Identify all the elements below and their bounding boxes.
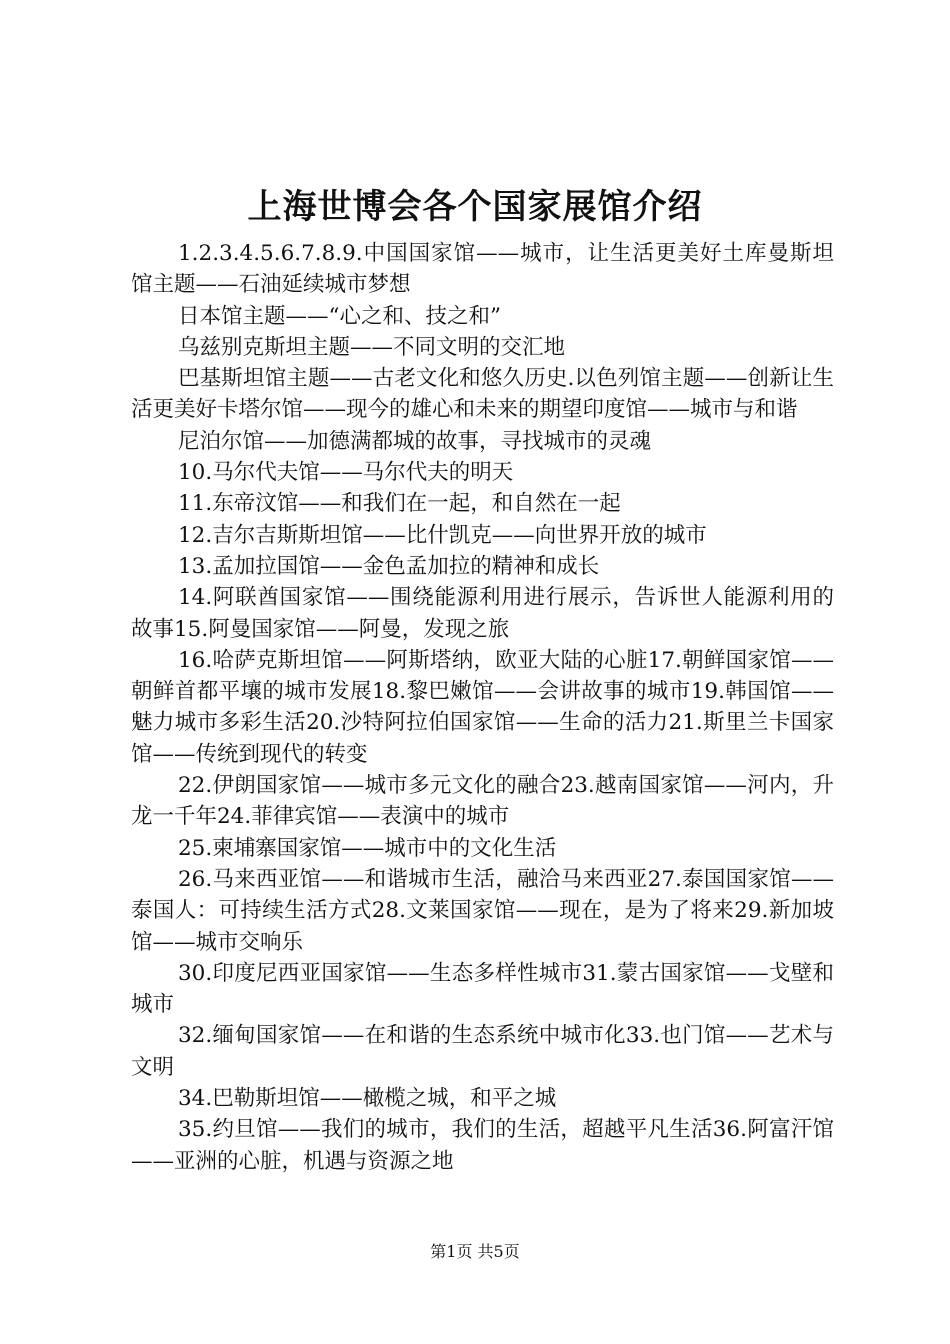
paragraph: 34.巴勒斯坦馆——橄榄之城，和平之城	[178, 1086, 557, 1112]
paragraph: 16.哈萨克斯坦馆——阿斯塔纳，欧亚大陆的心脏17.朝鲜国家馆——朝鲜首都平壤的城市发展18.黎巴嫩馆——会讲故事的城市19.韩国馆——魅力城市多彩生活20.沙特阿拉伯国家馆——生命的活力21.斯里兰卡国家馆——传统到现代的转变	[131, 647, 834, 767]
paragraph: 10.马尔代夫馆——马尔代夫的明天	[178, 460, 514, 486]
paragraph: 13.孟加拉国馆——金色孟加拉的精神和成长	[178, 553, 600, 579]
paragraph: 12.吉尔吉斯斯坦馆——比什凯克——向世界开放的城市	[178, 522, 707, 548]
paragraph: 14.阿联酋国家馆——围绕能源利用进行展示，告诉世人能源利用的故事15.阿曼国家馆——阿曼，发现之旅	[131, 585, 834, 642]
paragraph: 25.柬埔寨国家馆——城市中的文化生活	[178, 835, 557, 861]
paragraph: 尼泊尔馆——加德满都城的故事，寻找城市的灵魂	[178, 428, 652, 454]
document-body	[131, 238, 834, 1177]
paragraph: 1.2.3.4.5.6.7.8.9.中国国家馆——城市，让生活更美好土库曼斯坦馆主题——石油延续城市梦想	[131, 241, 834, 298]
paragraph: 26.马来西亚馆——和谐城市生活，融洽马来西亚27.泰国国家馆——泰国人：可持续生活方式28.文莱国家馆——现在，是为了将来29.新加坡馆——城市交响乐	[131, 866, 834, 955]
paragraph: 日本馆主题——“心之和、技之和”	[178, 303, 501, 329]
paragraph: 巴基斯坦馆主题——古老文化和悠久历史.以色列馆主题——创新让生活更美好卡塔尔馆——现今的雄心和未来的期望印度馆——城市与和谐	[131, 366, 834, 423]
paragraph: 11.东帝汶馆——和我们在一起，和自然在一起	[178, 491, 621, 517]
paragraph: 22.伊朗国家馆——城市多元文化的融合23.越南国家馆——河内，升龙一千年24.菲律宾馆——表演中的城市	[131, 773, 834, 830]
page-indicator: 第1页 共5页	[430, 1242, 520, 1261]
document-title: 上海世博会各个国家展馆介绍	[247, 187, 703, 227]
paragraph: 30.印度尼西亚国家馆——生态多样性城市31.蒙古国家馆——戈壁和城市	[131, 960, 834, 1018]
paragraph: 32.缅甸国家馆——在和谐的生态系统中城市化33.也门馆——艺术与文明	[131, 1023, 834, 1080]
page-footer	[0, 1240, 950, 1264]
paragraph: 35.约旦馆——我们的城市，我们的生活，超越平凡生活36.阿富汗馆——亚洲的心脏，机遇与资源之地	[131, 1117, 834, 1174]
paragraph: 乌兹别克斯坦主题——不同文明的交汇地	[178, 334, 566, 360]
